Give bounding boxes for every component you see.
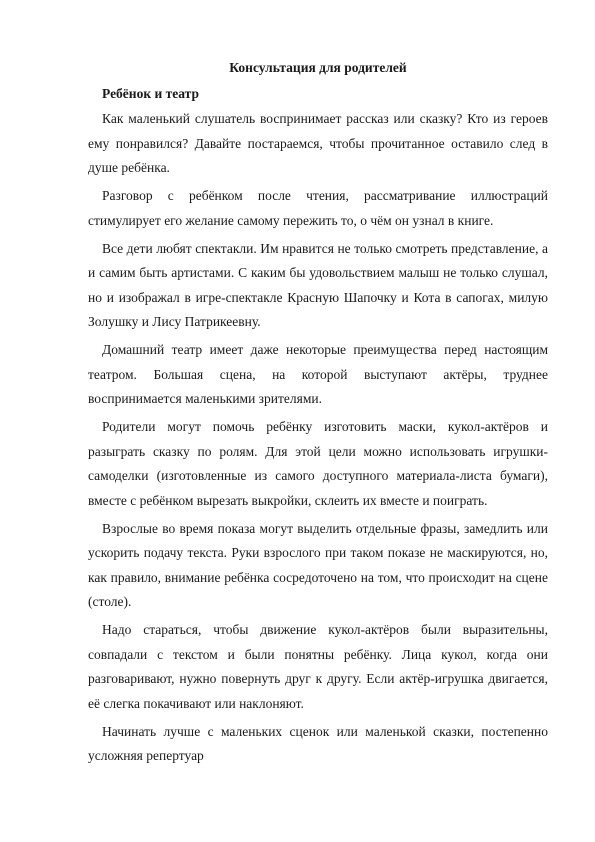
paragraph: Начинать лучше с маленьких сценок или маленькой сказки, постепенно усложняя репертуар — [88, 723, 548, 763]
paragraph: Как маленький слушатель воспринимает рассказ или сказку? Кто из героев ему понравился? Давайте постараемся, чтобы прочитанное оставило след в душе ребёнка. — [88, 111, 548, 175]
paragraph: Надо стараться, чтобы движение кукол-актёров были выразительны, совпадали с текстом и были понятны ребёнку. Лица кукол, когда они разговаривают, нужно повернуть друг к другу. Если актёр-игрушка двигается, её слегка покачивают или наклоняют. — [88, 622, 548, 711]
paragraph: Взрослые во время показа могут выделить отдельные фразы, замедлить или ускорить подачу текста. Руки взрослого при таком показе не маскируются, но, как правило, внимание ребёнка сосредоточено на том, что происходит на сцене (столе). — [88, 520, 548, 609]
paragraph: Разговор с ребёнком после чтения, рассматривание иллюстраций стимулирует его желание самому пережить то, о чём он узнал в книге. — [88, 188, 548, 228]
paragraph: Родители могут помочь ребёнку изготовить маски, кукол-актёров и разыграть сказку по ролям. Для этой цели можно использовать игрушки-самоделки (изготовленные из самого доступного материала-листа бумаги), вместе с ребёнком вырезать выкройки, склеить их вместе и поиграть. — [88, 419, 548, 508]
paragraph: Все дети любят спектакли. Им нравится не только смотреть представление, а и самим быть артистами. С каким бы удовольствием малыш не только слушал, но и изображал в игре-спектакле Красную Шапочку и Кота в сапогах, милую Золушку и Лису Патрикеевну. — [88, 240, 548, 329]
document-title: Консультация для родителей — [229, 60, 407, 75]
document-subtitle: Ребёнок и театр — [102, 86, 199, 101]
paragraph: Домашний театр имеет даже некоторые преимущества перед настоящим театром. Большая сцена, на которой выступают актёры, труднее воспринимается маленькими зрителями. — [88, 342, 548, 406]
document-body — [88, 56, 548, 769]
